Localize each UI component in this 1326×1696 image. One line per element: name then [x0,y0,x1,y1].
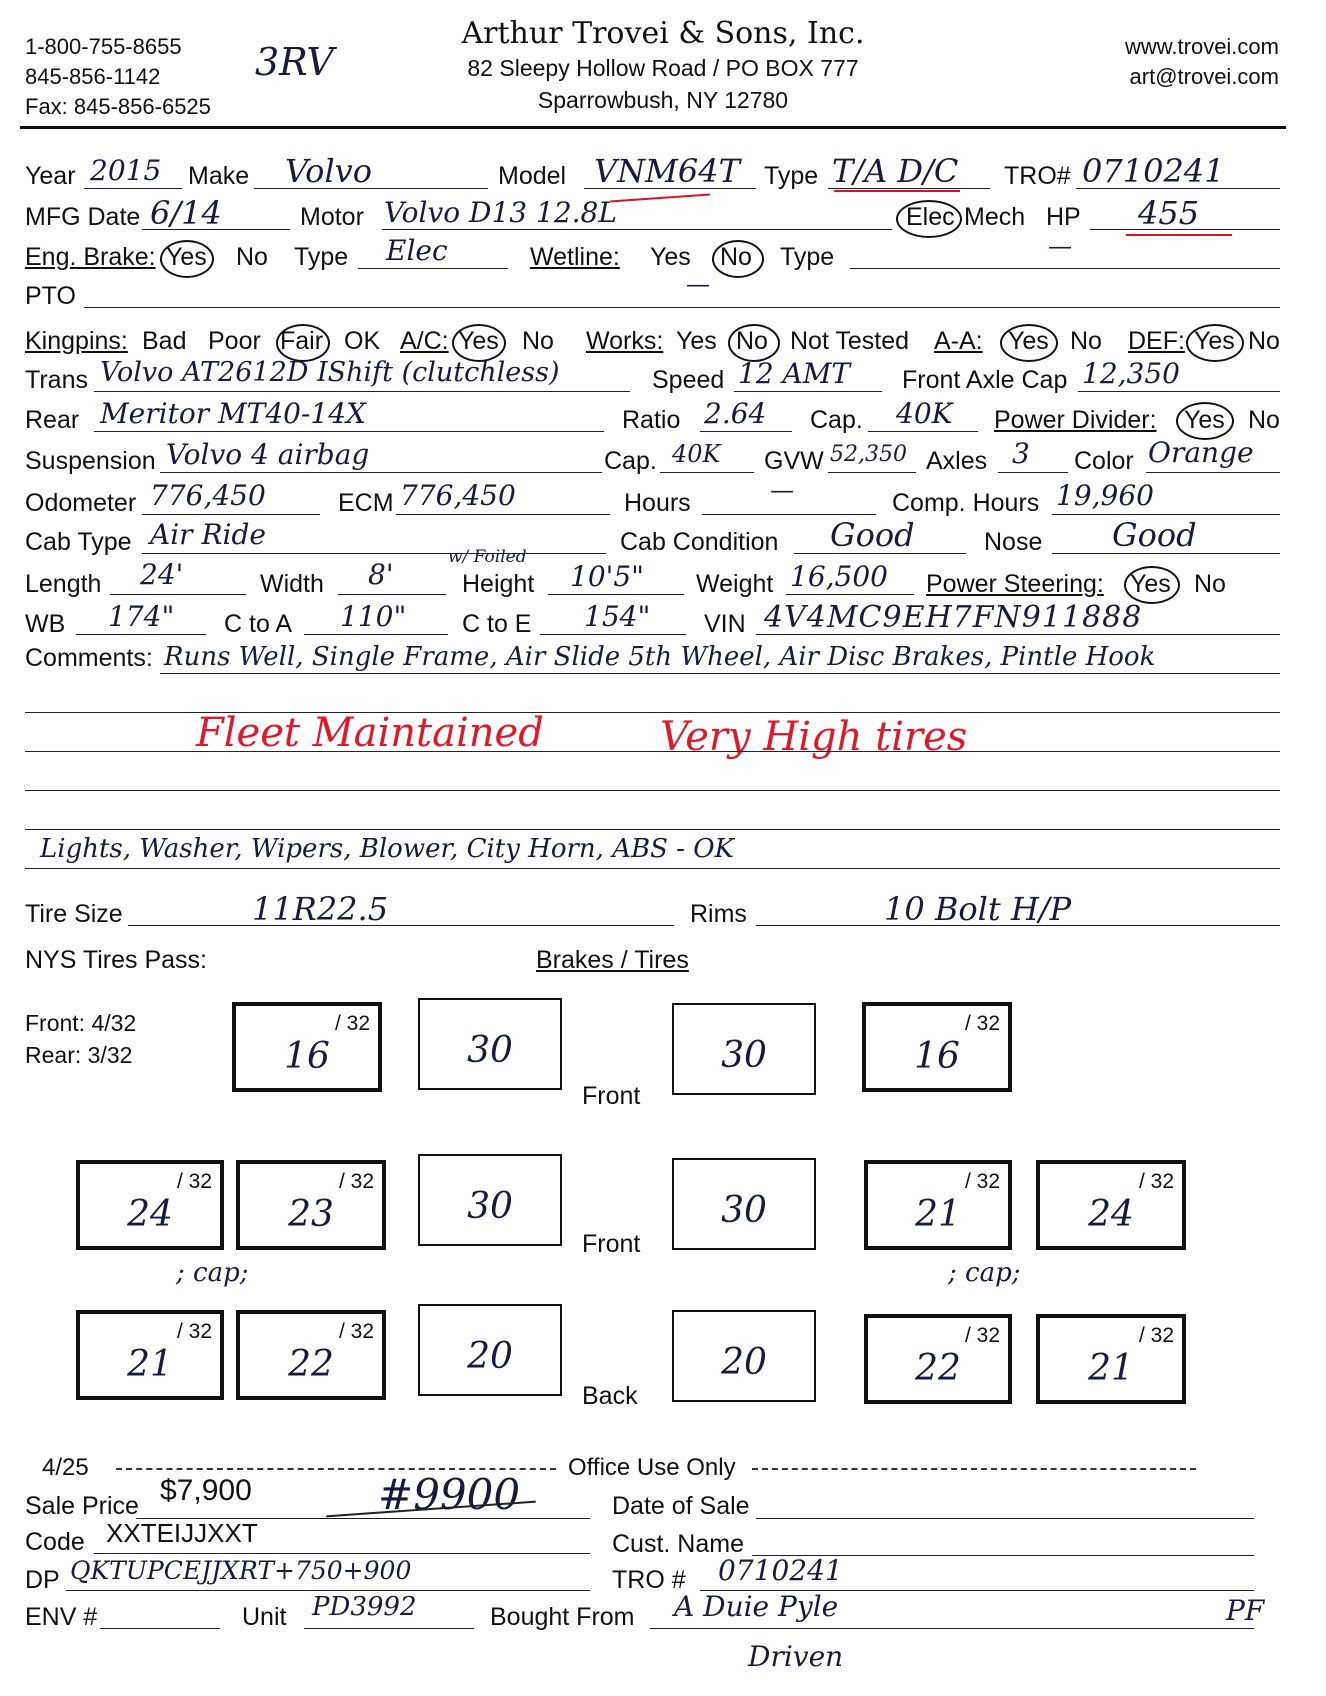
comp-hours-value[interactable]: 19,960 [1056,479,1154,512]
env-label: ENV # [25,1603,98,1631]
model-value[interactable]: VNM64T [594,152,740,190]
height-label: Height [462,570,535,598]
kingpins-bad[interactable]: Bad [142,327,187,355]
width-label: Width [260,570,324,598]
power-steering-label: Power Steering: [926,570,1104,598]
company-address-2: Sparrowbush, NY 12780 [537,87,789,113]
length-value[interactable]: 24' [140,558,184,591]
power-steering-no[interactable]: No [1194,570,1226,598]
length-label: Length [25,570,102,598]
make-label: Make [188,162,250,190]
drive2-right-brake-value: 20 [721,1342,767,1383]
works-yes[interactable]: Yes [676,327,717,355]
type-value[interactable]: T/A D/C [832,152,959,190]
motor-value[interactable]: Volvo D13 12.8L [384,196,617,229]
bought-from-value[interactable]: A Duie Pyle [674,1590,839,1623]
company-name: Arthur Trovei & Sons, Inc. [461,16,865,51]
drive2-left-brake-value: 20 [467,1336,513,1377]
office-dash-right [752,1468,1196,1470]
eng-brake-no[interactable]: No [236,243,268,271]
power-divider-no[interactable]: No [1248,406,1280,434]
ac-label: A/C: [400,327,449,355]
hp-red-underline [1126,234,1232,236]
header-rule [20,126,1286,129]
steer-right-brake-box[interactable] [672,1003,816,1095]
phone-2: 845-856-1142 [25,64,161,89]
driven-note: Driven [748,1640,844,1673]
c-to-a-value[interactable]: 110" [340,600,407,633]
type-red-underline [834,190,960,192]
tire-size-value[interactable]: 11R22.5 [252,890,389,928]
ecm-value[interactable]: 776,450 [400,479,516,512]
drive1-left-outer-value: 24 [127,1194,173,1235]
steer-right-tire-box[interactable]: / 32 16 [862,1002,1012,1092]
color-label: Color [1074,447,1134,475]
unit-value[interactable]: PD3992 [312,1592,417,1622]
tro-hash-value[interactable]: 0710241 [718,1554,843,1587]
company-address-1: 82 Sleepy Hollow Road / PO BOX 777 [467,55,859,81]
suspension-cap-label: Cap. [604,447,657,475]
sale-price-value[interactable]: $7,900 [160,1474,252,1507]
color-value[interactable]: Orange [1148,436,1254,469]
left-cap-note: ; cap; [176,1258,249,1288]
tro-label: TRO# [1004,162,1071,190]
c-to-a-label: C to A [224,610,293,638]
mfg-date-value[interactable]: 6/14 [150,194,222,232]
drive2-right-outer-tire-box[interactable]: / 32 21 [1036,1314,1186,1404]
c-to-e-label: C to E [462,610,532,638]
tro-value[interactable]: 0710241 [1082,152,1225,190]
ecm-label: ECM [338,489,394,517]
initials-handwritten: 3RV [255,40,334,84]
elec-option[interactable]: Elec [906,203,955,231]
front-axle-cap-value[interactable]: 12,350 [1082,357,1180,390]
steer-left-tire-box[interactable]: / 32 16 [232,1002,382,1092]
vin-label: VIN [704,610,746,638]
drive1-right-brake-box[interactable] [672,1158,816,1250]
wb-label: WB [25,610,66,638]
model-red-underline [610,194,710,203]
drive1-front-label: Front [582,1230,641,1258]
wetline-yes[interactable]: Yes [650,243,691,271]
aa-no[interactable]: No [1070,327,1102,355]
cab-type-label: Cab Type [25,528,132,556]
phone-1: 1-800-755-8655 [25,34,182,59]
ac-yes[interactable]: Yes [458,327,499,355]
comments-label: Comments: [25,644,153,672]
rims-label: Rims [690,900,747,928]
bought-from-label: Bought From [490,1603,635,1631]
sale-price-label: Sale Price [25,1492,139,1520]
c-to-e-value[interactable]: 154" [584,600,651,633]
drive1-right-outer-value: 24 [1088,1194,1134,1235]
cab-condition-value[interactable]: Good [830,516,915,554]
comments-line-1[interactable]: Runs Well, Single Frame, Air Slide 5th Wheel, Air Disc Brakes, Pintle Hook [164,642,1156,672]
company-email: art@trovei.com [1129,64,1279,89]
mfg-date-label: MFG Date [25,203,141,231]
odometer-label: Odometer [25,489,137,517]
steer-right-tire-value: 16 [914,1036,960,1077]
eng-brake-type-value[interactable]: Elec [386,234,448,267]
rear-cap-value[interactable]: 40K [896,397,953,430]
drive1-left-brake-value: 30 [467,1186,513,1227]
hours-value[interactable]: — [770,476,794,504]
drive2-right-brake-box[interactable] [672,1310,816,1402]
aa-yes[interactable]: Yes [1008,327,1049,355]
rims-value[interactable]: 10 Bolt H/P [884,890,1072,928]
pf-note: PF [1226,1594,1265,1627]
office-use-only-label: Office Use Only [568,1454,736,1481]
eng-brake-label: Eng. Brake: [25,243,156,271]
year-label: Year [25,162,76,190]
comments-line-3[interactable]: Lights, Washer, Wipers, Blower, City Horn, ABS - OK [40,834,734,864]
trans-label: Trans [25,366,88,394]
brakes-tires-label: Brakes / Tires [536,946,689,974]
hp-label: HP [1046,203,1081,231]
steer-left-brake-value: 30 [467,1030,513,1071]
gvw-label: GVW [764,447,824,475]
drive1-left-brake-box[interactable] [418,1154,562,1246]
drive1-right-brake-value: 30 [721,1190,767,1231]
wb-value[interactable]: 174" [108,600,175,633]
steer-left-brake-box[interactable] [418,998,562,1090]
eng-brake-type-label: Type [294,243,349,271]
comments-red-note-2[interactable]: Very High tires [660,714,968,760]
def-no[interactable]: No [1248,327,1280,355]
vin-value[interactable]: 4V4MC9EH7FN911888 [764,600,1143,635]
drive2-left-inner-tire-box[interactable]: / 32 22 [236,1310,386,1400]
kingpins-fair[interactable]: Fair [280,327,324,355]
drive1-right-inner-value: 21 [915,1194,961,1235]
drive2-right-inner-tire-box[interactable]: / 32 22 [864,1314,1012,1404]
hp-value[interactable]: 455 [1138,194,1200,232]
tro-hash-label: TRO # [612,1566,686,1594]
works-label: Works: [586,327,664,355]
rear-cap-label: Cap. [810,406,863,434]
rear-label: Rear [25,406,80,434]
type-label: Type [764,162,819,190]
hours-label: Hours [624,489,691,517]
sale-price-old-value: #9900 [378,1470,521,1519]
company-website: www.trovei.com [1124,34,1279,59]
wetline-label: Wetline: [530,243,620,271]
tire-size-label: Tire Size [25,900,123,928]
drive2-right-outer-value: 21 [1088,1348,1134,1389]
dp-label: DP [25,1566,60,1594]
power-steering-yes[interactable]: Yes [1130,570,1171,598]
comp-hours-label: Comp. Hours [892,489,1040,517]
front-min-tread: Front: 4/32 [25,1010,137,1036]
date-of-sale-label: Date of Sale [612,1492,750,1520]
cab-type-value[interactable]: Air Ride [150,518,266,551]
right-cap-note: ; cap; [948,1258,1021,1288]
nys-tires-label: NYS Tires Pass: [25,946,207,974]
unit-label: Unit [242,1603,287,1631]
drive1-left-inner-value: 23 [288,1194,334,1235]
mech-option[interactable]: Mech [964,203,1026,231]
make-value[interactable]: Volvo [285,152,373,190]
works-no[interactable]: No [736,327,768,355]
steer-left-tire-value: 16 [284,1036,330,1077]
drive1-left-inner-tire-box[interactable]: / 32 23 [236,1160,386,1250]
wetline-no[interactable]: No [720,243,752,271]
nose-label: Nose [984,528,1043,556]
eng-brake-yes[interactable]: Yes [166,243,207,271]
model-label: Model [498,162,567,190]
power-divider-yes[interactable]: Yes [1184,406,1225,434]
drive2-left-outer-tire-box[interactable]: / 32 21 [76,1310,224,1400]
drive1-right-outer-tire-box[interactable]: / 32 24 [1036,1160,1186,1250]
comments-red-note[interactable]: Fleet Maintained [196,710,544,756]
suspension-value[interactable]: Volvo 4 airbag [166,438,370,471]
suspension-cap-value[interactable]: 40K [672,440,721,468]
wetline-type-label: Type [780,243,835,271]
kingpins-ok[interactable]: OK [344,327,381,355]
cust-name-label: Cust. Name [612,1530,744,1558]
cab-condition-label: Cab Condition [620,528,779,556]
def-label: DEF: [1128,327,1185,355]
odometer-value[interactable]: 776,450 [150,479,266,512]
drive1-left-outer-tire-box[interactable]: / 32 24 [76,1160,224,1250]
ac-no[interactable]: No [522,327,554,355]
fax-number: Fax: 845-856-6525 [25,94,211,119]
height-note: w/ Foiled [448,547,527,567]
kingpins-label: Kingpins: [25,327,128,355]
steer-right-brake-value: 30 [721,1035,767,1076]
power-divider-label: Power Divider: [994,406,1157,434]
width-value[interactable]: 8' [368,558,394,591]
pto-label: PTO [25,282,76,310]
weight-label: Weight [696,570,774,598]
front-axle-cap-label: Front Axle Cap [902,366,1068,394]
drive2-left-brake-box[interactable] [418,1304,562,1396]
kingpins-poor[interactable]: Poor [208,327,261,355]
drive2-left-inner-value: 22 [288,1344,334,1385]
weight-value[interactable]: 16,500 [790,560,888,593]
year-value[interactable]: 2015 [90,154,162,187]
suspension-label: Suspension [25,447,156,475]
speed-label: Speed [652,366,725,394]
drive1-right-inner-tire-box[interactable]: / 32 21 [864,1160,1012,1250]
motor-label: Motor [300,203,364,231]
nose-value[interactable]: Good [1112,516,1197,554]
drive2-left-outer-value: 21 [127,1344,173,1385]
axles-label: Axles [926,447,988,475]
dp-value[interactable]: QKTUPCEJJXRT+750+900 [70,1556,412,1585]
code-label: Code [25,1528,85,1556]
ratio-label: Ratio [622,406,681,434]
steer-front-label: Front [582,1082,641,1110]
aa-label: A-A: [934,327,983,355]
wetline-dash-mark: — [686,270,710,298]
rear-value[interactable]: Meritor MT40-14X [100,397,366,430]
axles-value[interactable]: 3 [1012,437,1030,470]
works-not-tested[interactable]: Not Tested [790,327,910,355]
height-value[interactable]: 10'5" [570,560,645,593]
gvw-value[interactable]: 52,350 [830,442,907,467]
speed-value[interactable]: 12 AMT [738,357,851,390]
drive2-back-label: Back [582,1382,638,1410]
drive2-right-inner-value: 22 [915,1348,961,1389]
ratio-value[interactable]: 2.64 [704,397,767,430]
code-value[interactable]: XXTEIJJXXT [106,1518,258,1548]
sale-date-note: 4/25 [42,1454,89,1481]
def-yes[interactable]: Yes [1194,327,1235,355]
trans-value[interactable]: Volvo AT2612D IShift (clutchless) [100,357,560,388]
hp-dash-mark: — [1048,232,1072,260]
rear-min-tread: Rear: 3/32 [25,1042,133,1068]
